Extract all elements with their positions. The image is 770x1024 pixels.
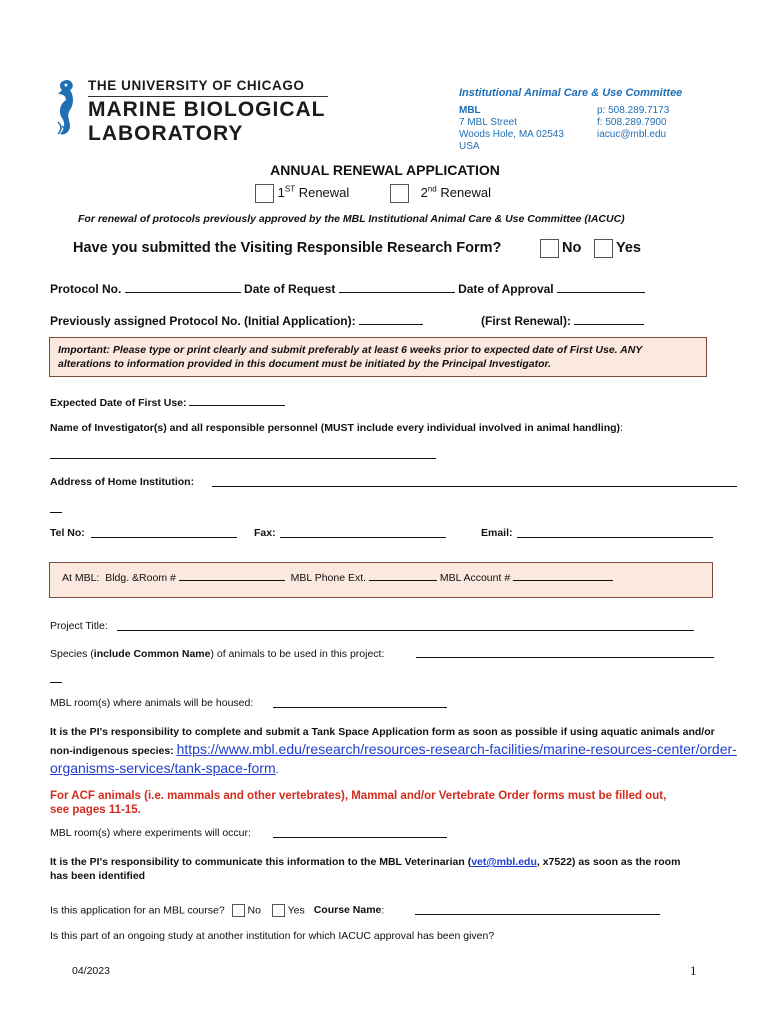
vet-notice <box>50 855 740 883</box>
home-address-field-cont[interactable] <box>50 512 62 513</box>
phone-number: p: 508.289.7173 <box>597 105 670 116</box>
species-label <box>50 648 384 660</box>
bldg-room-field[interactable] <box>179 570 285 581</box>
visiting-no-label: No <box>562 240 582 256</box>
expected-date-row <box>50 395 285 409</box>
renewal-text: Renewal <box>295 184 350 200</box>
second-renewal-label <box>421 185 491 200</box>
course-no-label: No <box>247 904 261 917</box>
renewal-options-2 <box>390 184 491 203</box>
course-name-label: Course Name <box>313 904 382 917</box>
date-approval-field[interactable] <box>557 282 645 293</box>
address-line: USA <box>459 141 480 152</box>
experiment-rooms-label: MBL room(s) where experiments will occur: <box>50 827 251 839</box>
course-name-field[interactable] <box>415 914 660 915</box>
logo-mbl-name <box>88 98 326 146</box>
fax-label: Fax: <box>254 527 276 539</box>
visiting-yes-checkbox[interactable] <box>594 239 613 258</box>
species-field-cont[interactable] <box>50 682 62 683</box>
investigators-label: Name of Investigator(s) and all responsible personnel (MUST include every individual involved in animal handling) <box>50 422 621 434</box>
species-bold: include Common Name <box>93 648 211 660</box>
tel-field[interactable] <box>91 537 237 538</box>
logo-line-3: LABORATORY <box>88 122 244 145</box>
at-mbl-row <box>62 570 613 584</box>
visiting-yes-label: Yes <box>616 240 641 256</box>
prev-protocol-field[interactable] <box>359 314 423 325</box>
project-title-label: Project Title: <box>50 620 108 632</box>
ongoing-study-question: Is this part of an ongoing study at another institution for which IACUC approval has been given? <box>50 930 495 942</box>
home-address-field[interactable] <box>212 486 737 487</box>
seahorse-logo-icon <box>50 76 84 142</box>
prev-protocol-row <box>50 314 423 328</box>
logo-divider <box>88 96 328 97</box>
visiting-question: Have you submitted the Visiting Responsible Research Form? <box>73 240 502 256</box>
tank-period: . <box>275 764 279 776</box>
tank-space-notice <box>50 724 740 779</box>
ordinal-suffix: nd <box>427 184 437 194</box>
second-renewal-checkbox[interactable] <box>390 184 409 203</box>
course-yes-label: Yes <box>287 904 305 917</box>
prev-protocol-label: Previously assigned Protocol No. (Initial Application): <box>50 314 356 328</box>
tel-label: Tel No: <box>50 527 85 539</box>
mbl-account-label: MBL Account # <box>439 572 511 584</box>
first-renewal-checkbox[interactable] <box>255 184 274 203</box>
mbl-phone-field[interactable] <box>369 570 437 581</box>
acf-notice <box>50 789 740 817</box>
visiting-no-checkbox[interactable] <box>540 239 559 258</box>
tank-link-part-1: https://www.mbl.edu/research/resources-research-facilities/marine- <box>176 741 591 757</box>
housed-rooms-field[interactable] <box>273 707 447 708</box>
acf-line-2: see pages 11-15. <box>50 804 141 816</box>
ordinal-number: 2 <box>420 184 428 200</box>
page-number: 1 <box>690 963 697 978</box>
contact-email: iacuc@mbl.edu <box>597 129 667 140</box>
fax-number: f: 508.289.7900 <box>597 117 667 128</box>
renewal-text: Renewal <box>436 184 491 200</box>
form-subtitle: For renewal of protocols previously approved by the MBL Institutional Animal Care & Use Committee (IACUC) <box>78 213 625 225</box>
date-request-field[interactable] <box>339 282 455 293</box>
logo-university: THE UNIVERSITY OF CHICAGO <box>88 78 305 93</box>
mbl-contact <box>597 105 669 141</box>
protocol-no-field[interactable] <box>125 282 241 293</box>
address-line: 7 MBL Street <box>459 117 517 128</box>
renewal-options <box>255 184 349 203</box>
tank-link-part-2: resources-center/order-organisms-services/tank-space-form <box>50 741 737 776</box>
vet-text-3: has been identified <box>50 870 146 882</box>
mbl-account-field[interactable] <box>513 570 613 581</box>
experiment-rooms-field[interactable] <box>273 837 447 838</box>
course-row: Is this application for an MBL course? No Yes Course Name: <box>50 904 385 917</box>
housed-rooms-label: MBL room(s) where animals will be housed: <box>50 697 254 709</box>
date-approval-label: Date of Approval <box>458 282 554 296</box>
committee-title: Institutional Animal Care & Use Committee <box>459 87 683 99</box>
first-renewal-field[interactable] <box>574 314 644 325</box>
vet-email-link[interactable]: vet@mbl.edu <box>471 856 537 868</box>
bldg-room-label: Bldg. &Room # <box>105 572 176 584</box>
expected-date-field[interactable] <box>189 395 285 406</box>
species-field[interactable] <box>416 657 714 658</box>
vet-text-1: It is the PI's responsibility to communicate this information to the MBL Veterinarian ( <box>50 856 472 868</box>
fax-field[interactable] <box>280 537 446 538</box>
tank-space-text: It is the PI's responsibility to complete and submit a Tank Space Application form as soon as possible if using aquatic animals and/or non-indigenous species: <box>50 726 715 757</box>
vet-text-2: , x7522) as soon as the room <box>536 856 681 868</box>
investigators-row <box>50 422 623 434</box>
footer-date: 04/2023 <box>72 965 110 977</box>
mbl-phone-label: MBL Phone Ext. <box>290 572 367 584</box>
address-line: Woods Hole, MA 02543 <box>459 129 564 140</box>
email-label: Email: <box>481 527 513 539</box>
at-mbl-label: At MBL: <box>62 572 100 584</box>
first-renewal-row <box>481 314 644 328</box>
ordinal-suffix: ST <box>284 184 296 194</box>
date-request-label: Date of Request <box>244 282 336 296</box>
course-no-checkbox[interactable] <box>232 904 245 917</box>
form-title: ANNUAL RENEWAL APPLICATION <box>270 162 500 178</box>
protocol-row <box>50 282 645 296</box>
acf-line-1: For ACF animals (i.e. mammals and other vertebrates), Mammal and/or Vertebrate Order forms must be filled out, <box>50 790 667 802</box>
expected-date-label: Expected Date of First Use: <box>50 397 187 409</box>
important-notice-box <box>49 337 707 377</box>
mbl-address <box>459 105 564 153</box>
important-notice: Important: Please type or print clearly and submit preferably at least 6 weeks prior to expected date of First Use. ANY alterations to information provided in this document must be initiated by the Principal Investigator. <box>58 344 643 370</box>
home-address-label: Address of Home Institution: <box>50 476 195 488</box>
protocol-no-label: Protocol No. <box>50 282 122 296</box>
first-renewal-label <box>278 185 350 200</box>
address-line: MBL <box>459 105 481 116</box>
project-title-field[interactable] <box>117 630 694 631</box>
species-pre: Species ( <box>50 648 94 660</box>
course-yes-checkbox[interactable] <box>272 904 285 917</box>
ordinal-number: 1 <box>277 184 285 200</box>
course-question: Is this application for an MBL course? <box>50 904 225 917</box>
first-renewal-field-label: (First Renewal): <box>481 314 572 328</box>
email-field[interactable] <box>517 537 713 538</box>
species-post: ) of animals to be used in this project: <box>210 648 385 660</box>
investigators-field[interactable] <box>50 458 436 459</box>
investigators-colon: : <box>620 422 623 434</box>
logo-line-2: MARINE BIOLOGICAL <box>88 98 326 121</box>
